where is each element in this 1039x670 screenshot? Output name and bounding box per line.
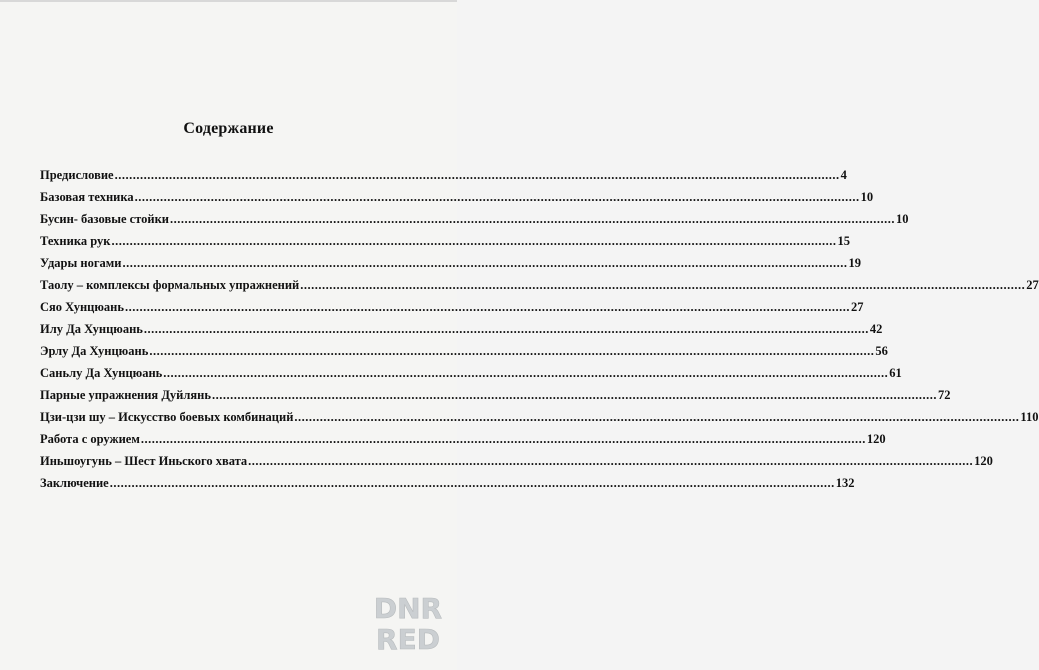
toc-entry [40, 406, 1039, 428]
toc-entry [40, 428, 886, 450]
toc-entry-label: Саньлу Да Хунцюань [40, 366, 163, 380]
toc-leader-dots: ........................................................................................................................................................................................................ [122, 256, 848, 270]
toc-entry-page: 27 [1026, 278, 1039, 292]
toc-leader-dots: ........................................................................................................................................................................................................ [134, 190, 860, 204]
toc-leader-dots: ........................................................................................................................................................................................................ [124, 300, 850, 314]
toc-entry-page: 132 [835, 476, 855, 490]
toc-entry-page: 15 [837, 234, 850, 248]
toc-leader-dots: ........................................................................................................................................................................................................ [109, 476, 835, 490]
toc-entry-page: 27 [850, 300, 864, 314]
toc-entry-label: Эрлу Да Хунцюань [40, 344, 149, 358]
toc-entry [40, 362, 902, 384]
toc-entry-label: Удары ногами [40, 256, 122, 270]
toc-entry [40, 450, 993, 472]
toc-entry [40, 296, 864, 318]
toc-entry-page: 4 [840, 168, 847, 182]
toc-entry-label: Таолу – комплексы формальных упражнений [40, 278, 300, 292]
toc-entry-label: Предисловие [40, 168, 114, 182]
toc-leader-dots: ........................................................................................................................................................................................................ [248, 454, 974, 468]
toc-leader-dots: ........................................................................................................................................................................................................ [143, 322, 869, 336]
toc-entry [40, 274, 1039, 296]
toc-entry-page: 61 [889, 366, 902, 380]
toc-entry-label: Техника рук [40, 234, 111, 248]
toc-entry-label: Базовая техника [40, 190, 134, 204]
toc-entry-page: 42 [869, 322, 883, 336]
toc-leader-dots: ........................................................................................................................................................................................................ [114, 168, 840, 182]
toc-entry [40, 340, 888, 362]
watermark-line-2: RED [376, 623, 440, 656]
toc-entry-label: Илу Да Хунцюань [40, 322, 143, 336]
toc-entry-label: Работа с оружием [40, 432, 140, 446]
toc-entry-page: 56 [875, 344, 888, 358]
toc-entry-label: Сяо Хунцюань [40, 300, 124, 314]
toc-entry-page: 10 [896, 212, 909, 226]
toc-entry [40, 186, 874, 208]
table-of-contents [40, 164, 1039, 494]
toc-entry-label: Заключение [40, 476, 109, 490]
toc-entry-page: 19 [848, 256, 861, 270]
toc-entry-label: Иньшоугунь – Шест Иньского хвата [40, 454, 248, 468]
toc-entry [40, 208, 909, 230]
toc-leader-dots: ........................................................................................................................................................................................................ [149, 344, 875, 358]
toc-entry [40, 384, 951, 406]
toc-leader-dots: ........................................................................................................................................................................................................ [163, 366, 889, 380]
toc-leader-dots: ........................................................................................................................................................................................................ [170, 212, 896, 226]
toc-entry [40, 164, 847, 186]
toc-entry-page: 72 [937, 388, 951, 402]
toc-entry-label: Бусин- базовые стойки [40, 212, 170, 226]
toc-leader-dots: ........................................................................................................................................................................................................ [211, 388, 937, 402]
toc-entry [40, 472, 855, 494]
watermark-logo [373, 589, 443, 656]
toc-entry [40, 318, 883, 340]
toc-entry-page: 120 [866, 432, 886, 446]
page-edge [0, 0, 457, 2]
toc-entry [40, 252, 861, 274]
toc-leader-dots: ........................................................................................................................................................................................................ [300, 278, 1026, 292]
watermark-line-1: DNR [373, 592, 443, 625]
toc-entry-page: 120 [974, 454, 993, 468]
toc-entry-label: Парные упражнения Дуйлянь [40, 388, 211, 402]
toc-entry-page: 10 [860, 190, 874, 204]
toc-leader-dots: ........................................................................................................................................................................................................ [294, 410, 1020, 424]
toc-entry-page: 110 [1020, 410, 1039, 424]
toc-entry [40, 230, 850, 252]
toc-leader-dots: ........................................................................................................................................................................................................ [140, 432, 866, 446]
page-title: Содержание [183, 120, 274, 137]
toc-leader-dots: ........................................................................................................................................................................................................ [111, 234, 837, 248]
toc-entry-label: Цзи-цзи шу – Искусство боевых комбинаций [40, 410, 294, 424]
